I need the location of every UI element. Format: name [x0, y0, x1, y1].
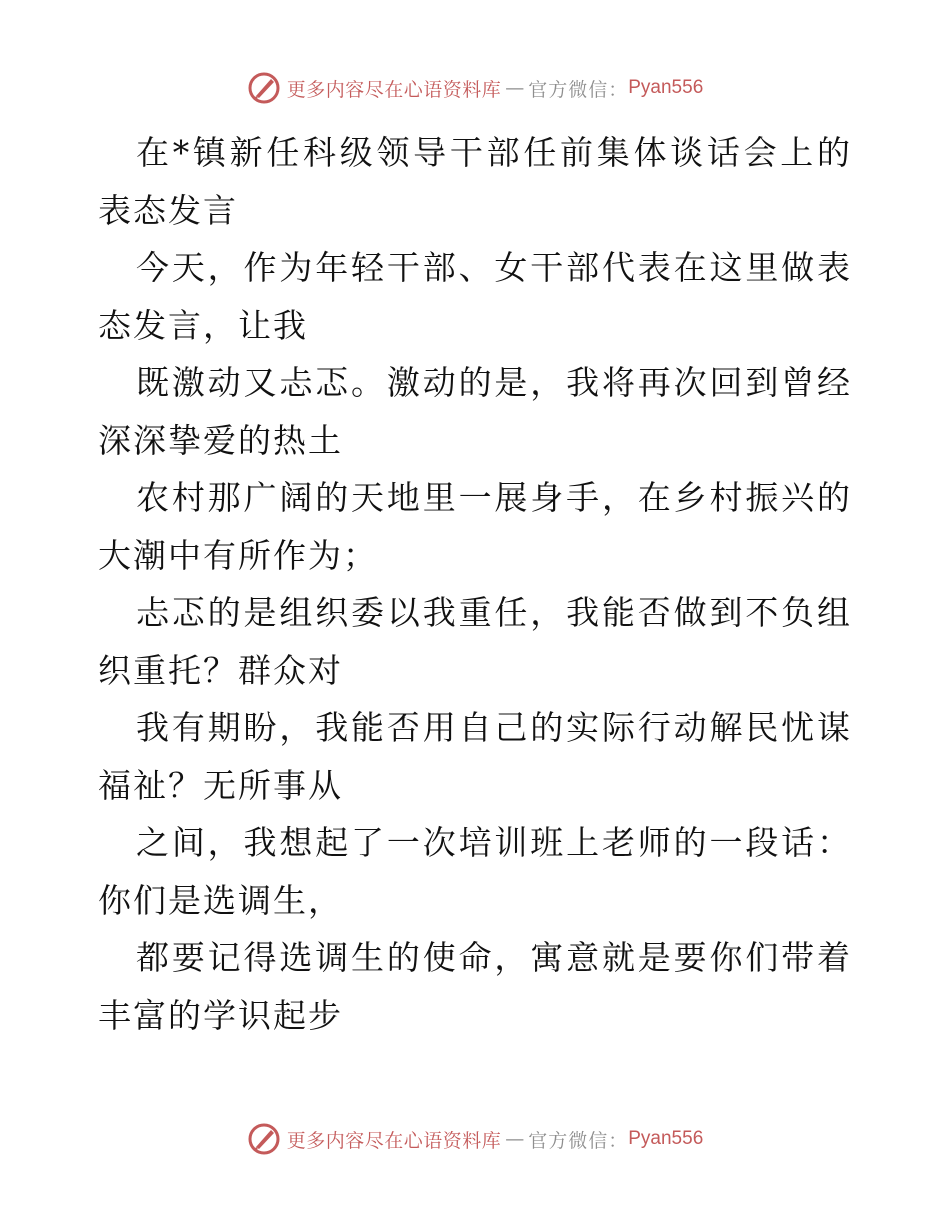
quill-pen-logo-icon [247, 1122, 281, 1156]
paragraph-title: 在*镇新任科级领导干部任前集体谈话会上的表态发言 [98, 133, 852, 230]
banner-wechat-label: 官方微信： [528, 1129, 629, 1152]
banner-main-text: 更多内容尽在心语资料库 [286, 78, 502, 101]
document-body [98, 124, 852, 1044]
paragraph: 都要记得选调生的使命，寓意就是要你们带着丰富的学识起步 [98, 938, 852, 1035]
paragraph: 既激动又忐忑。激动的是，我将再次回到曾经深深挚爱的热土 [98, 363, 852, 460]
header-banner [0, 68, 950, 108]
paragraph: 我有期盼，我能否用自己的实际行动解民忧谋福祉？无所事从 [98, 708, 852, 805]
paragraph: 忐忑的是组织委以我重任，我能否做到不负组织重托？群众对 [98, 593, 852, 690]
banner-wechat-id: Pyan556 [628, 77, 704, 98]
paragraph: 之间，我想起了一次培训班上老师的一段话：你们是选调生， [98, 823, 852, 920]
banner-wechat-label: 官方微信： [528, 78, 629, 101]
footer-banner [0, 1119, 950, 1159]
banner-separator: — [505, 1128, 525, 1150]
banner-main-text: 更多内容尽在心语资料库 [286, 1129, 502, 1152]
paragraph: 农村那广阔的天地里一展身手，在乡村振兴的大潮中有所作为； [98, 478, 852, 575]
banner-separator: — [505, 77, 525, 99]
paragraph: 今天，作为年轻干部、女干部代表在这里做表态发言，让我 [98, 248, 852, 345]
quill-pen-logo-icon [247, 71, 281, 105]
banner-wechat-id: Pyan556 [628, 1128, 704, 1149]
